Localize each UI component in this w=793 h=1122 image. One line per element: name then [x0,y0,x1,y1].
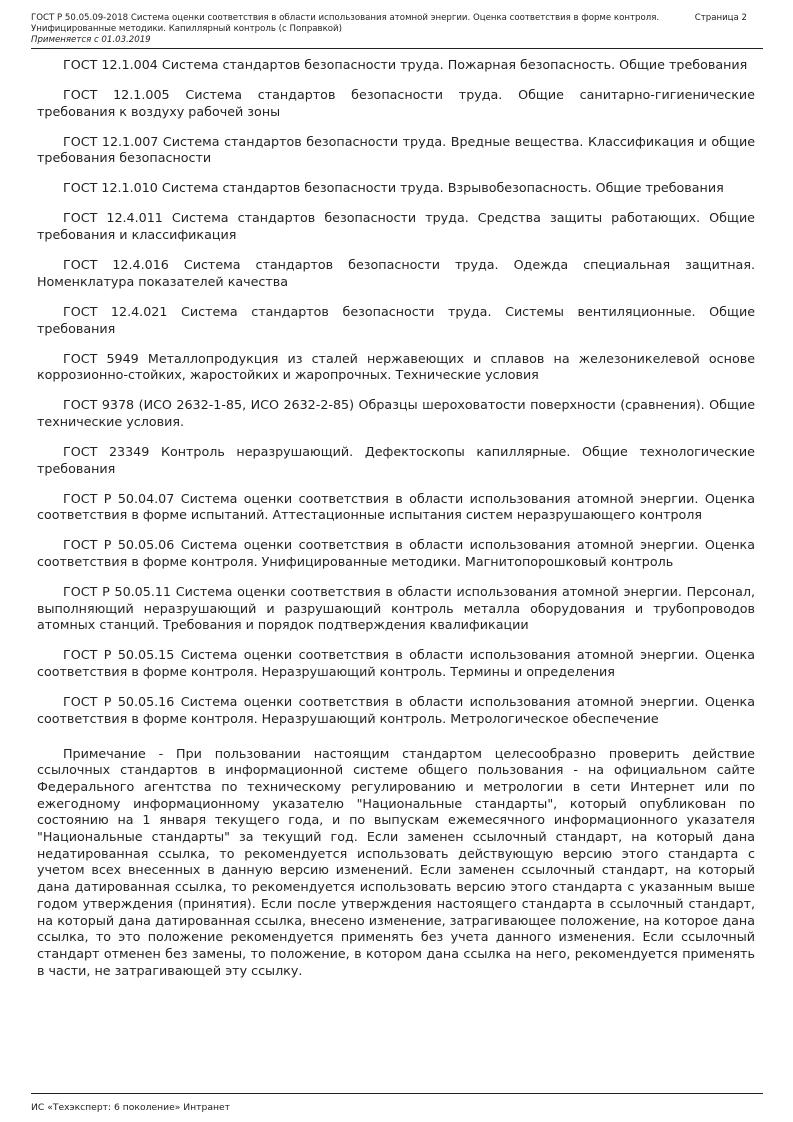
reference-item: ГОСТ 12.1.007 Система стандартов безопасности труда. Вредные вещества. Классификация и общие требования безопасности [37,133,755,166]
note-paragraph: Примечание - При пользовании настоящим стандартом целесообразно проверить действие ссылочных стандартов в информационной системе общего пользования - на официальном сайте Федерального агентства по техническому регулированию и метрологии в сети Интернет или по ежегодному информационному указателю "Национальные стандарты", который опубликован по состоянию на 1 января текущего года, и по выпускам ежемесячного информационного указателя "Национальные стандарты" за текущий год. Если заменен ссылочный стандарт, на который дана недатированная ссылка, то рекомендуется использовать действующую версию этого стандарта с учетом всех внесенных в данную версию изменений. Если заменен ссылочный стандарт, на который дана датированная ссылка, то рекомендуется использовать версию этого стандарта с указанным выше годом утверждения (принятия). Если после утверждения настоящего стандарта в ссылочный стандарт, на который дана датированная ссылка, внесено изменение, затрагивающее положение, на которое дана ссылка, то это положение рекомендуется применять без учета данного изменения. Если ссылочный стандарт отменен без замены, то положение, в котором дана ссылка на него, рекомендуется применять в части, не затрагивающей эту ссылку. [37,745,755,978]
reference-item: ГОСТ 12.4.021 Система стандартов безопасности труда. Системы вентиляционные. Общие требования [37,303,755,336]
page-header [31,13,761,46]
reference-item: ГОСТ 5949 Металлопродукция из сталей нержавеющих и сплавов на железоникелевой основе коррозионно-стойких, жаростойких и жаропрочных. Технические условия [37,350,755,383]
reference-item: ГОСТ Р 50.05.15 Система оценки соответствия в области использования атомной энергии. Оценка соответствия в форме контроля. Неразрушающий контроль. Термины и определения [37,647,755,680]
reference-item: ГОСТ 9378 (ИСО 2632-1-85, ИСО 2632-2-85) Образцы шероховатости поверхности (сравнения). Общие технические условия. [37,397,755,429]
document-body [37,57,755,993]
reference-item: ГОСТ Р 50.05.06 Система оценки соответствия в области использования атомной энергии. Оценка соответствия в форме контроля. Унифицированные методики. Магнитопорошковый контроль [37,537,755,570]
reference-item: ГОСТ 12.1.010 Система стандартов безопасности труда. Взрывобезопасность. Общие требования [63,180,724,196]
reference-item: ГОСТ Р 50.04.07 Система оценки соответствия в области использования атомной энергии. Оценка соответствия в форме испытаний. Аттестационные испытания систем неразрушающего контроля [37,490,755,523]
page-number: Страница 2 [694,13,747,23]
reference-item: ГОСТ 23349 Контроль неразрушающий. Дефектоскопы капиллярные. Общие технологические требования [37,443,755,476]
page-footer: ИС «Техэксперт: 6 поколение» Интранет [31,1102,230,1113]
applies-from-date: Применяется с 01.03.2019 [31,35,151,45]
header-divider [31,48,763,49]
reference-item: ГОСТ Р 50.05.11 Система оценки соответствия в области использования атомной энергии. Персонал, выполняющий неразрушающий и разрушающий контроль металла оборудования и трубопроводов атомных станций. Требования и порядок подтверждения квалификации [37,584,755,633]
reference-item: ГОСТ 12.4.016 Система стандартов безопасности труда. Одежда специальная защитная. Номенклатура показателей качества [37,257,755,289]
reference-item: ГОСТ 12.1.005 Система стандартов безопасности труда. Общие санитарно-гигиенические требования к воздуху рабочей зоны [37,87,755,119]
document-title: ГОСТ Р 50.05.09-2018 Система оценки соответствия в области использования атомной энергии. Оценка соответствия в форме контроля. Унифицированные методики. Капиллярный контроль (с Поправкой) [31,13,660,34]
footer-divider [31,1093,763,1094]
reference-item: ГОСТ 12.4.011 Система стандартов безопасности труда. Средства защиты работающих. Общие требования и классификация [37,210,755,243]
reference-item: ГОСТ 12.1.004 Система стандартов безопасности труда. Пожарная безопасность. Общие требования [63,57,748,72]
reference-item: ГОСТ Р 50.05.16 Система оценки соответствия в области использования атомной энергии. Оценка соответствия в форме контроля. Неразрушающий контроль. Метрологическое обеспечение [37,694,755,726]
